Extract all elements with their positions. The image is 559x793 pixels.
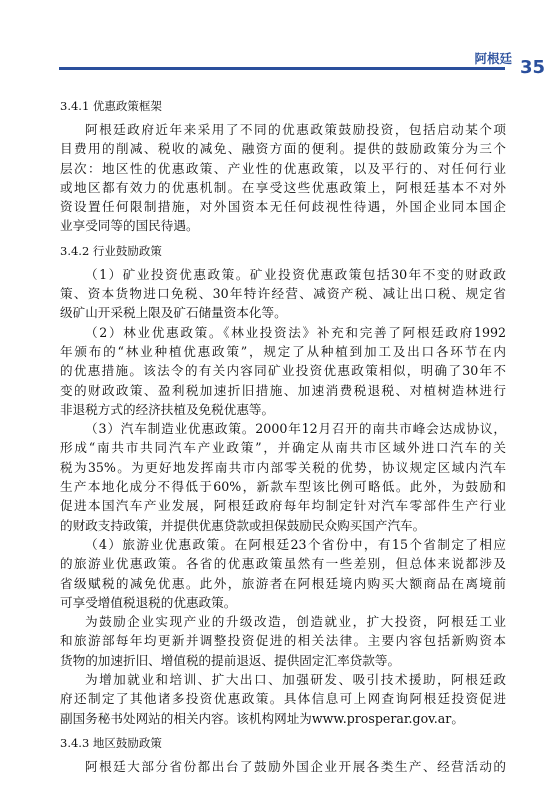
header-country-name: 阿根廷 xyxy=(474,51,512,66)
text-line: 生产本地化成分不得低于60%，新款车型该比例可略低。此外，为鼓励和 xyxy=(60,479,506,495)
text-line: 副国务秘书处网站的相关内容。该机构网址为www.prosperar.gov.ar。 xyxy=(60,710,464,726)
text-line: 为鼓励企业实现产业的升级改造，创造就业，扩大投资，阿根廷工业 xyxy=(85,614,506,630)
text-line: 省级赋税的减免优惠。此外，旅游者在阿根廷境内购买大额商品在离境前 xyxy=(60,575,506,591)
text-line: 层次：地区性的优惠政策、产业性的优惠政策，以及平行的、对任何行业 xyxy=(60,160,506,176)
section-heading: 3.4.3 地区鼓励政策 xyxy=(60,735,162,750)
text-line: 变的财政政策、盈利税加速折旧措施、加速消费税退税、对植树造林进行 xyxy=(60,382,506,398)
text-line: 级矿山开采税上限及矿石储量资本化等。 xyxy=(60,305,287,321)
text-line: 或地区都有效力的优惠机制。在享受这些优惠政策上，阿根廷基本不对外 xyxy=(60,179,506,195)
text-line: 税为35%。为更好地发挥南共市内部零关税的优势，协议规定区域内汽车 xyxy=(60,459,506,475)
text-line: （4）旅游业优惠政策。在阿根廷23个省份中，有15个省制定了相应 xyxy=(85,536,506,552)
page-number: 35 xyxy=(519,57,545,78)
text-line: 的优惠措施。该法令的有关内容同矿业投资优惠政策相似，明确了30年不 xyxy=(60,363,506,379)
text-line: 可享受增值税退税的优惠政策。 xyxy=(60,594,237,610)
header-rule xyxy=(59,67,505,70)
text-line: 府还制定了其他诸多投资优惠政策。具体信息可上网查询阿根廷投资促进 xyxy=(60,691,506,707)
text-line: 非退税方式的经济扶植及免税优惠等。 xyxy=(60,401,275,417)
text-line: 资设置任何限制措施，对外国资本无任何歧视性待遇，外国企业同本国企 xyxy=(60,199,506,215)
section-heading: 3.4.2 行业鼓励政策 xyxy=(60,243,162,258)
text-line: 为增加就业和培训、扩大出口、加强研发、吸引技术援助，阿根廷政 xyxy=(85,672,506,688)
text-line: （3）汽车制造业优惠政策。2000年12月召开的南共市峰会达成协议， xyxy=(85,421,506,437)
text-line: 和旅游部每年均更新并调整投资促进的相关法律。主要内容包括新购资本 xyxy=(60,633,506,649)
text-line: 策、资本货物进口免税、30年特许经营、减资产税、减让出口税、规定省 xyxy=(60,286,506,302)
text-line: 年颁布的“林业种植优惠政策”，规定了从种植到加工及出口各环节在内 xyxy=(60,343,506,359)
text-line: 阿根廷大部分省份都出台了鼓励外国企业开展各类生产、经营活动的 xyxy=(85,758,506,774)
text-line: 的财政支持政策，并提供优惠贷款或担保鼓励民众购买国产汽车。 xyxy=(60,517,426,533)
text-line: 业享受同等的国民待遇。 xyxy=(60,218,199,234)
page-body xyxy=(60,91,506,776)
text-line: 促进本国汽车产业发展，阿根廷政府每年均制定针对汽车零部件生产行业 xyxy=(60,498,506,514)
text-line: 的旅游业优惠政策。各省的优惠政策虽然有一些差别，但总体来说都涉及 xyxy=(60,556,506,572)
text-line: 形成“南共市共同汽车产业政策”，并确定从南共市区域外进口汽车的关 xyxy=(60,440,506,456)
text-line: （2）林业优惠政策。《林业投资法》补充和完善了阿根廷政府1992 xyxy=(85,324,506,340)
text-line: （1）矿业投资优惠政策。矿业投资优惠政策包括30年不变的财政政 xyxy=(85,266,506,282)
text-line: 目费用的削减、税收的减免、融资方面的便利。提供的鼓励政策分为三个 xyxy=(60,141,506,157)
text-line: 阿根廷政府近年来采用了不同的优惠政策鼓励投资，包括启动某个项 xyxy=(85,122,506,137)
text-line: 货物的加速折旧、增值税的提前退返、提供固定汇率贷款等。 xyxy=(60,652,401,668)
section-heading: 3.4.1 优惠政策框架 xyxy=(60,99,162,113)
